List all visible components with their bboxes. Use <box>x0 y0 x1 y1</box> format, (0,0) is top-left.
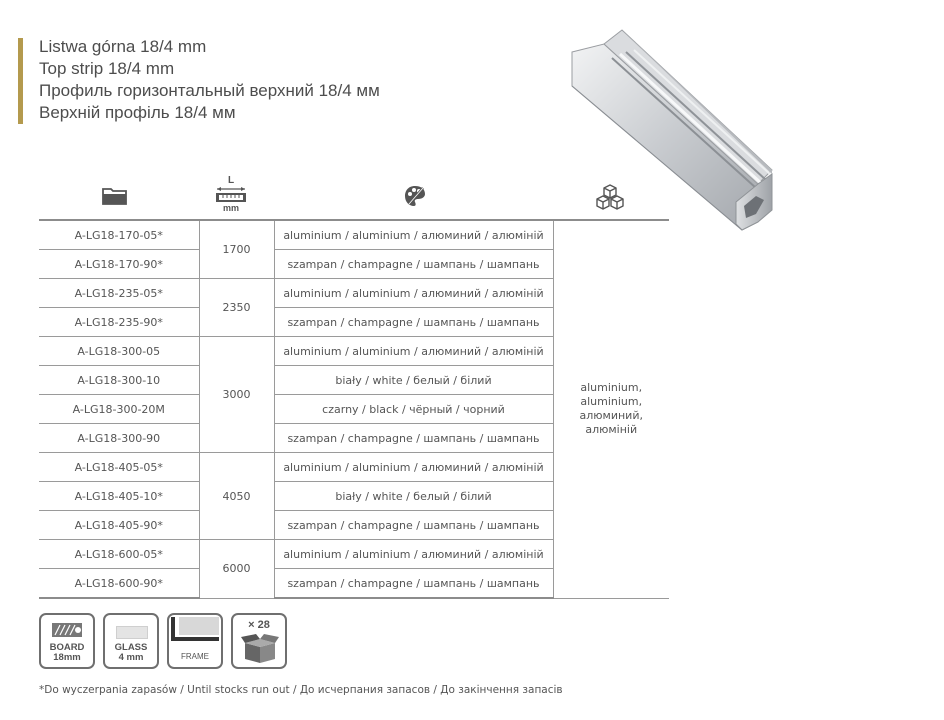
table-row <box>39 220 669 250</box>
length-cell: 2350 <box>199 279 274 337</box>
color-cell: aluminium / aluminium / алюминий / алюміній <box>274 337 553 366</box>
color-cell: biały / white / белый / білий <box>274 482 553 511</box>
product-code: A-LG18-405-10* <box>39 482 199 511</box>
length-unit: mm <box>222 203 239 213</box>
length-cell: 4050 <box>199 453 274 540</box>
length-cell: 3000 <box>199 337 274 453</box>
frame-label: FRAME <box>181 652 209 661</box>
stock-footnote: *Do wyczerpania zapasów / Until stocks run out / До исчерпания запасов / До закінчення запасів <box>39 684 563 696</box>
pack-badge <box>231 613 287 669</box>
color-cell: aluminium / aluminium / алюминий / алюміній <box>274 453 553 482</box>
product-code: A-LG18-235-90* <box>39 308 199 337</box>
frame-badge <box>167 613 223 669</box>
length-label: L <box>227 175 235 186</box>
product-code: A-LG18-300-90 <box>39 424 199 453</box>
color-cell: biały / white / белый / білий <box>274 366 553 395</box>
title-ru: Профиль горизонтальный верхний 18/4 мм <box>39 81 380 100</box>
title-block <box>39 36 380 124</box>
glass-label: GLASS <box>114 642 148 653</box>
box-icon <box>241 633 279 665</box>
product-code: A-LG18-405-05* <box>39 453 199 482</box>
product-code: A-LG18-600-05* <box>39 540 199 569</box>
product-code: A-LG18-170-90* <box>39 250 199 279</box>
folder-icon <box>102 186 128 206</box>
color-cell: aluminium / aluminium / алюминий / алюміній <box>274 540 553 569</box>
product-code: A-LG18-300-20M <box>39 395 199 424</box>
color-cell: czarny / black / чёрный / чорний <box>274 395 553 424</box>
title-pl: Listwa górna 18/4 mm <box>39 37 207 56</box>
glass-icon <box>116 626 148 639</box>
cubes-icon <box>595 183 625 211</box>
color-cell: szampan / champagne / шампань / шампань <box>274 250 553 279</box>
title-en: Top strip 18/4 mm <box>39 59 175 78</box>
product-code: A-LG18-170-05* <box>39 220 199 250</box>
finish-cell: aluminium, aluminium, алюминий, алюміній <box>553 220 669 598</box>
spec-table <box>39 219 669 599</box>
color-cell: szampan / champagne / шампань / шампань <box>274 511 553 540</box>
title-uk: Верхній профіль 18/4 мм <box>39 103 236 122</box>
board-thickness: 18mm <box>53 652 81 663</box>
product-code: A-LG18-600-90* <box>39 569 199 599</box>
product-profile-image <box>560 24 782 244</box>
accent-bar <box>18 38 23 124</box>
board-label: BOARD <box>49 642 85 653</box>
color-cell: szampan / champagne / шампань / шампань <box>274 424 553 453</box>
board-badge <box>39 613 95 669</box>
palette-icon <box>403 184 427 208</box>
board-icon <box>51 621 83 639</box>
length-ruler-icon <box>214 176 248 214</box>
product-code: A-LG18-405-90* <box>39 511 199 540</box>
length-cell: 6000 <box>199 540 274 599</box>
length-cell: 1700 <box>199 220 274 279</box>
color-cell: szampan / champagne / шампань / шампань <box>274 569 553 599</box>
glass-badge <box>103 613 159 669</box>
color-cell: aluminium / aluminium / алюминий / алюміній <box>274 220 553 250</box>
ruler-icon <box>215 186 247 204</box>
color-cell: aluminium / aluminium / алюминий / алюміній <box>274 279 553 308</box>
product-code: A-LG18-235-05* <box>39 279 199 308</box>
product-code: A-LG18-300-05 <box>39 337 199 366</box>
pack-count: × 28 <box>248 619 270 631</box>
color-cell: szampan / champagne / шампань / шампань <box>274 308 553 337</box>
product-code: A-LG18-300-10 <box>39 366 199 395</box>
glass-thickness: 4 mm <box>118 652 144 663</box>
frame-icon <box>169 615 221 647</box>
